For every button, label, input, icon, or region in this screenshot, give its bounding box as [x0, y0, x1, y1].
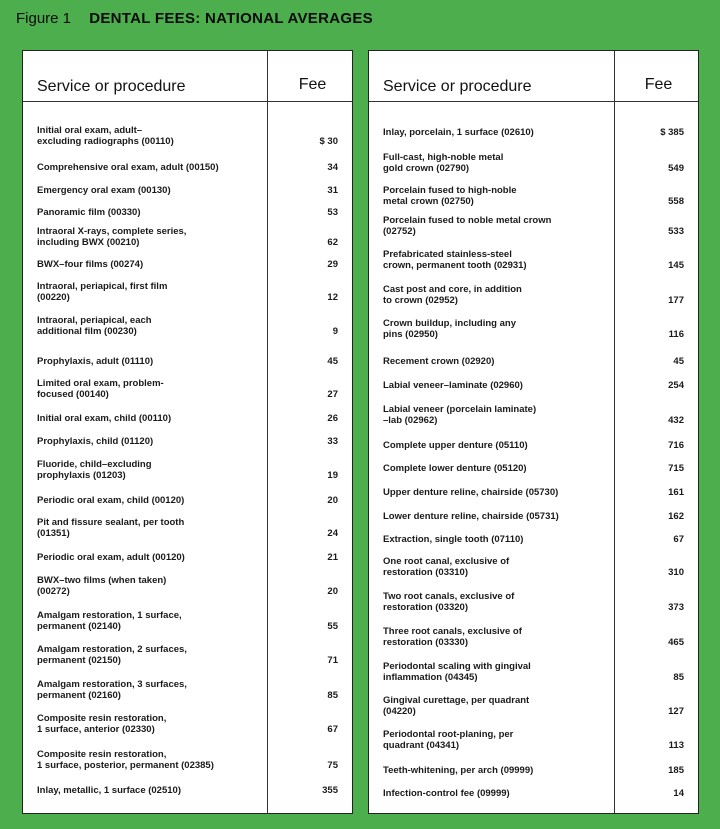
service-cell: Initial oral exam, child (00110) [37, 413, 172, 424]
fee-cell: 373 [668, 602, 684, 613]
fee-cell: 715 [668, 463, 684, 474]
service-cell: Complete lower denture (05120) [383, 463, 527, 474]
fee-cell: 355 [322, 785, 338, 796]
service-cell: Prefabricated stainless-steel crown, permanent tooth (02931) [383, 249, 527, 271]
service-cell: Lower denture reline, chairside (05731) [383, 511, 559, 522]
service-column-header: Service or procedure [37, 78, 186, 95]
fee-cell: 716 [668, 440, 684, 451]
fee-cell: $ 30 [319, 136, 338, 147]
service-cell: Infection-control fee (09999) [383, 788, 510, 799]
fee-cell: 254 [668, 380, 684, 391]
fee-cell: 67 [673, 534, 684, 545]
fee-cell: 533 [668, 226, 684, 237]
figure-title [16, 10, 373, 27]
fee-cell: 432 [668, 415, 684, 426]
service-cell: Teeth-whitening, per arch (09999) [383, 765, 534, 776]
service-cell: Fluoride, child–excluding prophylaxis (01203) [37, 459, 152, 481]
fee-cell: 62 [327, 237, 338, 248]
fee-column-header: Fee [644, 76, 673, 93]
service-cell: Emergency oral exam (00130) [37, 185, 171, 196]
fee-cell: 558 [668, 196, 684, 207]
fee-cell: 20 [327, 495, 338, 506]
fee-cell: 75 [327, 760, 338, 771]
service-cell: Complete upper denture (05110) [383, 440, 528, 451]
service-cell: Pit and fissure sealant, per tooth (01351) [37, 517, 185, 539]
figure-label: Figure 1 [16, 10, 72, 27]
service-cell: Intraoral X-rays, complete series, including BWX (00210) [37, 226, 187, 248]
service-cell: Labial veneer–laminate (02960) [383, 380, 523, 391]
fee-cell: 55 [327, 621, 338, 632]
service-cell: Periodic oral exam, child (00120) [37, 495, 185, 506]
fee-cell: 310 [668, 567, 684, 578]
fee-cell: 21 [327, 552, 338, 563]
service-cell: Amalgam restoration, 2 surfaces, permanent (02150) [37, 644, 187, 666]
service-cell: Porcelain fused to high-noble metal crown (02750) [383, 185, 517, 207]
fee-cell: 34 [327, 162, 338, 173]
fee-cell: 14 [673, 788, 684, 799]
fee-cell: 27 [327, 389, 338, 400]
service-cell: Inlay, metallic, 1 surface (02510) [37, 785, 181, 796]
service-cell: Periodontal scaling with gingival inflammation (04345) [383, 661, 531, 683]
fee-cell: 85 [673, 672, 684, 683]
service-cell: Recement crown (02920) [383, 356, 495, 367]
table-row [369, 51, 698, 799]
service-cell: BWX–four films (00274) [37, 259, 144, 270]
fee-cell: 113 [668, 740, 684, 751]
service-cell: Labial veneer (porcelain laminate) –lab (02962) [383, 404, 537, 426]
fee-cell: 465 [668, 637, 684, 648]
fee-cell: 45 [673, 356, 684, 367]
service-cell: Porcelain fused to noble metal crown (02752) [383, 215, 552, 237]
service-cell: Inlay, porcelain, 1 surface (02610) [383, 127, 534, 138]
fee-cell: 31 [327, 185, 338, 196]
table-row [23, 51, 352, 796]
service-cell: Amalgam restoration, 3 surfaces, permanent (02160) [37, 679, 187, 701]
fee-table-left [22, 50, 353, 814]
service-column-header: Service or procedure [383, 78, 532, 95]
service-cell: Extraction, single tooth (07110) [383, 534, 524, 545]
fee-cell: 33 [327, 436, 338, 447]
service-cell: One root canal, exclusive of restoration (03310) [383, 556, 510, 578]
service-cell: Panoramic film (00330) [37, 207, 141, 218]
fee-cell: 53 [327, 207, 338, 218]
service-cell: Periodic oral exam, adult (00120) [37, 552, 185, 563]
service-cell: Cast post and core, in addition to crown (02952) [383, 284, 522, 306]
fee-cell: 162 [668, 511, 684, 522]
fee-cell: 185 [668, 765, 684, 776]
fee-cell: 127 [668, 706, 684, 717]
fee-cell: 85 [327, 690, 338, 701]
service-cell: Crown buildup, including any pins (02950) [383, 318, 516, 340]
fee-cell: 67 [327, 724, 338, 735]
fee-table-right [368, 50, 699, 814]
service-cell: Comprehensive oral exam, adult (00150) [37, 162, 219, 173]
fee-cell: 116 [668, 329, 684, 340]
service-cell: Composite resin restoration, 1 surface, posterior, permanent (02385) [37, 749, 214, 771]
fee-cell: 45 [327, 356, 338, 367]
fee-cell: 26 [327, 413, 338, 424]
service-cell: Initial oral exam, adult– excluding radiographs (00110) [37, 125, 174, 147]
fee-cell: 161 [668, 487, 684, 498]
service-cell: Intraoral, periapical, first film (00220) [37, 281, 168, 303]
service-cell: Upper denture reline, chairside (05730) [383, 487, 559, 498]
service-cell: Gingival curettage, per quadrant (04220) [383, 695, 530, 717]
fee-cell: 12 [327, 292, 338, 303]
service-cell: Periodontal root-planing, per quadrant (04341) [383, 729, 514, 751]
service-cell: Prophylaxis, child (01120) [37, 436, 154, 447]
fee-column-header: Fee [298, 76, 327, 93]
service-cell: Prophylaxis, adult (01110) [37, 356, 154, 367]
service-cell: Two root canals, exclusive of restoration (03320) [383, 591, 515, 613]
fee-cell: 29 [327, 259, 338, 270]
service-cell: Intraoral, periapical, each additional film (00230) [37, 315, 152, 337]
fee-cell: 177 [668, 295, 684, 306]
service-cell: Composite resin restoration, 1 surface, anterior (02330) [37, 713, 167, 735]
fee-cell: 9 [332, 326, 338, 337]
service-cell: Full-cast, high-noble metal gold crown (02790) [383, 152, 504, 174]
fee-cell: 549 [668, 163, 684, 174]
service-cell: Amalgam restoration, 1 surface, permanent (02140) [37, 610, 182, 632]
service-cell: BWX–two films (when taken) (00272) [37, 575, 167, 597]
fee-cell: 24 [327, 528, 338, 539]
figure-heading: DENTAL FEES: NATIONAL AVERAGES [89, 10, 373, 27]
fee-cell: 71 [327, 655, 338, 666]
fee-cell: $ 385 [660, 127, 684, 138]
service-cell: Limited oral exam, problem- focused (00140) [37, 378, 164, 400]
fee-cell: 19 [327, 470, 338, 481]
fee-cell: 20 [327, 586, 338, 597]
service-cell: Three root canals, exclusive of restoration (03330) [383, 626, 522, 648]
fee-cell: 145 [668, 260, 684, 271]
